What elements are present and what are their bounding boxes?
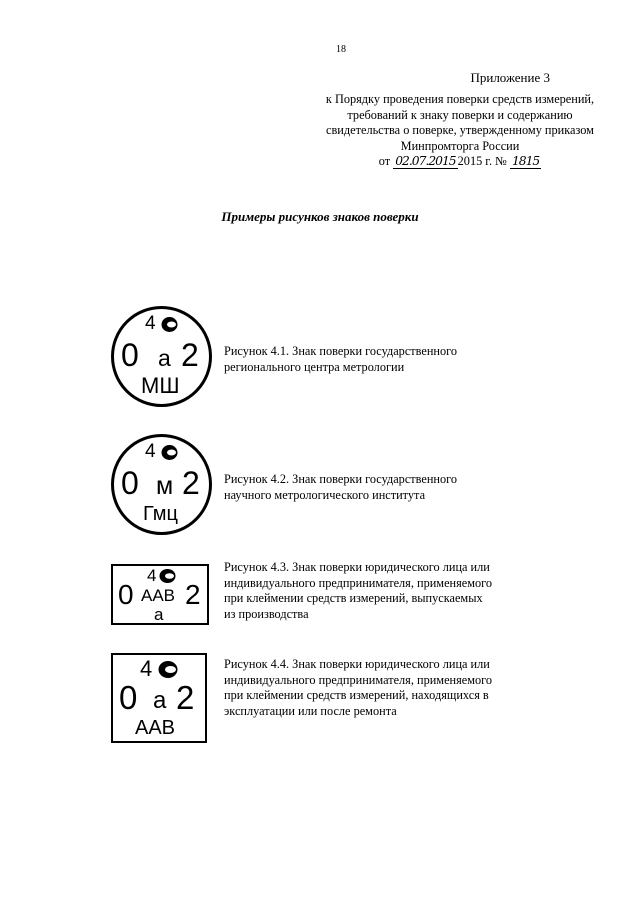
figure-caption-4-3: Рисунок 4.3. Знак поверки юридического лица или индивидуального предпринимателя, применяемого при клеймении средств измерений, выпускаемых из производства: [224, 560, 493, 621]
page-number: 18: [336, 44, 346, 55]
sign-bottom-text: Гмц: [143, 503, 178, 525]
sign-year-digit: 4: [147, 566, 157, 585]
sign-middle-char: ААВ: [141, 586, 176, 605]
figure-caption-4-1: Рисунок 4.1. Знак поверки государственного регионального центра метрологии: [224, 344, 458, 374]
sign-middle-char: а: [158, 345, 171, 371]
sign-right-char: 2: [181, 337, 199, 373]
sign-right-char: 2: [176, 679, 195, 716]
verification-sign-4-3: [111, 564, 209, 625]
handwritten-date: 02.07.2015: [395, 154, 456, 168]
reference-line: свидетельства о поверке, утвержденному приказом: [326, 123, 594, 137]
sign-left-char: 0: [118, 579, 134, 610]
handwritten-order-number: 1815: [511, 154, 540, 168]
sign-bottom-text: а: [154, 605, 164, 624]
sign-middle-char: м: [156, 472, 174, 500]
sign-middle-char: а: [153, 687, 167, 714]
figure-caption-4-2: Рисунок 4.2. Знак поверки государственного научного метрологического института: [224, 472, 458, 502]
sign-bottom-text: ААВ: [135, 717, 176, 739]
quarter-moon-icon: [159, 568, 179, 584]
quarter-moon-icon: [161, 316, 181, 333]
date-year-text: 2015 г. №: [457, 154, 507, 168]
section-title: Примеры рисунков знаков поверки: [221, 209, 419, 224]
date-prefix: от: [378, 154, 391, 168]
sign-year-digit: 4: [145, 441, 156, 462]
appendix-title: Приложение 3: [470, 70, 550, 85]
sign-right-char: 2: [185, 579, 201, 610]
sign-bottom-text: МШ: [141, 373, 180, 398]
quarter-moon-icon: [158, 660, 182, 679]
verification-sign-4-1: [111, 306, 212, 407]
verification-sign-4-2: [111, 434, 212, 535]
sign-left-char: 0: [121, 465, 139, 501]
verification-sign-4-4: [111, 653, 207, 743]
figure-caption-4-4: Рисунок 4.4. Знак поверки юридического лица или индивидуального предпринимателя, применяемого при клеймении средств измерений, находящихся в эксплуатации или после ремонта: [224, 657, 493, 718]
quarter-moon-icon: [161, 444, 181, 461]
appendix-reference: [310, 92, 610, 170]
sign-year-digit: 4: [145, 313, 156, 334]
reference-line: Минпромторга России: [400, 138, 520, 153]
sign-left-char: 0: [121, 337, 139, 373]
sign-year-digit: 4: [140, 656, 153, 681]
reference-line: требований к знаку поверки и содержанию: [347, 107, 573, 122]
reference-line: к Порядку проведения поверки средств измерений,: [325, 92, 595, 106]
sign-left-char: 0: [119, 679, 138, 716]
sign-right-char: 2: [182, 465, 200, 501]
order-date-line: [310, 154, 610, 170]
